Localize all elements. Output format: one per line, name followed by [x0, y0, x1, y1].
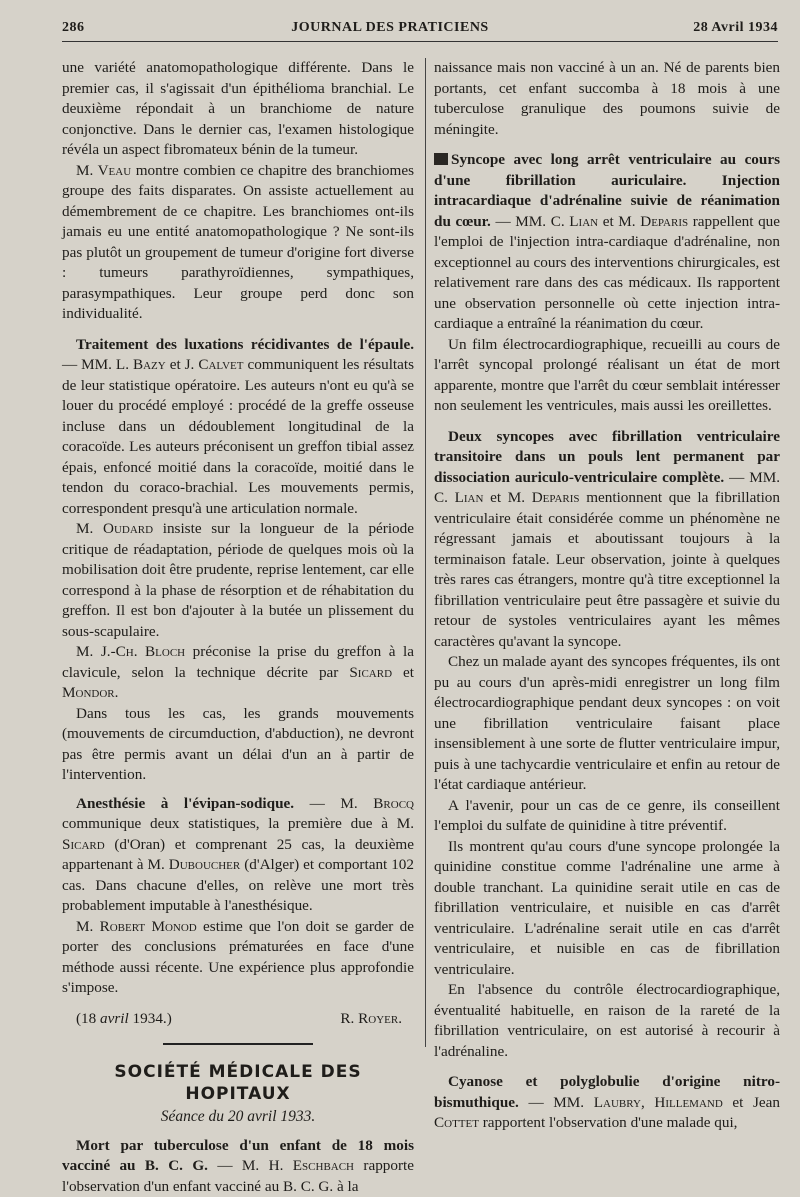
right-column	[434, 58, 780, 1134]
article-paragraph: Mort par tuberculose d'un enfant de 18 mois vacciné au B. C. G. — M. H. Eschbach rapporte l'observation d'un enfant vacciné au B. C. G. à la	[62, 1136, 414, 1197]
article-paragraph: Syncope avec long arrêt ventriculaire au cours d'une fibrillation auriculaire. Injection intracardiaque d'adrénaline suivie de réanimation du cœur. — MM. C. Lian et M. Deparis rappellent que l'emploi de l'injection intra-cardiaque d'adrénaline, non exceptionnel au cours des interventions chirurgicales, est relativement rare dans des cas médicaux. Ils rapportent une observation personnelle où cette injection intra-cardiaque a entraîné la réanimation du cœur.	[434, 150, 780, 335]
paragraph: naissance mais non vacciné à un an. Né de parents bien portants, cet enfant succomba à 18 mois à une tuberculose granulique des poumons suivie de méningite.	[434, 58, 780, 140]
author-name: Lian	[569, 213, 598, 230]
paragraph: une variété anatomopathologique différente. Dans le premier cas, il s'agissait d'un épithélioma branchial. Le deuxième répondait à un branchiome de nature conjonctive. Dans le dernier cas, l'examen histologique révéla un aspect fibromateux bénin de la tumeur.	[62, 58, 414, 161]
author-name: Bazy	[133, 356, 166, 373]
author-name: Brocq	[373, 795, 414, 812]
article-title: Mort par tuberculose d'un enfant de 18 mois vacciné au B. C. G.	[62, 1137, 414, 1175]
article-paragraph: Anesthésie à l'évipan-sodique. — M. Brocq communique deux statistiques, la première due à M. Sicard (d'Oran) et comprenant 25 cas, la deuxième appartenant à M. Dubouchеr (d'Alger) et comportant 102 cas. Dans chacune d'elles, on relève une mort très probablement imputable à l'anesthésique.	[62, 794, 414, 917]
paragraph: M. Oudard insiste sur la longueur de la période critique de réadaptation, période de quelques mois où la mobilisation doit être prudente, reprise lentement, car elle correspond à la phase de résorption et de réhabitation du greffon. Il est bon d'ajouter à la butée un plissement du sous-scapulaire.	[62, 519, 414, 642]
section-title: SOCIÉTÉ MÉDICALE DES HOPITAUX	[62, 1061, 414, 1105]
author-name: M. J.-Ch. Bloch	[76, 643, 185, 660]
paragraph: Un film électrocardiographique, recueilli au cours de l'arrêt syncopal prolongé réalisant un état de mort apparente, montre que l'arrêt du cœur semblait intéresser non seulement les ventricules, mais aussi les oreillettes.	[434, 335, 780, 417]
paragraph: En l'absence du contrôle électrocardiographique, éventualité habituelle, en raison de la rareté de la fibrillation ventriculaire, on est autorisé à recourir à l'adrénaline.	[434, 980, 780, 1062]
section-subtitle: Séance du 20 avril 1933.	[62, 1107, 414, 1128]
article-title: Anesthésie à l'évipan-sodique.	[76, 795, 294, 812]
paragraph: Dans tous les cas, les grands mouvements (mouvements de circumduction, d'abduction), ne devront pas être permis avant un délai d'un an à partir de l'intervention.	[62, 704, 414, 786]
author-name: M. Veau	[76, 162, 131, 179]
author-name: Sicard	[62, 836, 105, 853]
paragraph: M. Veau montre combien ce chapitre des branchiomes groupe des faits disparates. On assiste actuellement au démembrement de ce chapitre. Les branchiomes ont-ils jamais eu une entité anatomopathologique ? Ne sont-ils pas plutôt un groupement de tumeur d'origine fort diverse : tumeurs parathyroïdiennes, sympathiques, parasympathiques. Leur groupe perd donc son individualité.	[62, 161, 414, 325]
author-name: M. Robert Monod	[76, 918, 197, 935]
author-name: Cottet	[434, 1114, 479, 1131]
article-marker-icon	[434, 153, 448, 165]
author-name: Eschbach	[293, 1157, 354, 1174]
column-divider	[425, 58, 426, 1047]
author-name: Hillemand	[654, 1094, 722, 1111]
article-title: Deux syncopes avec fibrillation ventriculaire transitoire dans un pouls lent permanent par dissociation auriculo-ventriculaire complète.	[434, 428, 780, 486]
page-number: 286	[62, 20, 122, 36]
paragraph: A l'avenir, pour un cas de ce genre, ils conseillent l'emploi du sulfate de quinidine à titre préventif.	[434, 796, 780, 837]
page-header	[62, 16, 778, 40]
author-name: M. Oudard	[76, 520, 153, 537]
section-rule	[163, 1043, 313, 1045]
author-name: Deparis	[532, 489, 580, 506]
author-name: Mondor	[62, 684, 115, 701]
signature-author: R. Royer.	[340, 1009, 402, 1030]
left-column	[62, 58, 414, 1197]
article-paragraph: Cyanose et polyglobulie d'origine nitro-bismuthique. — MM. Laubry, Hillemand et Jean Cottet rapportent l'observation d'une malade qui,	[434, 1072, 780, 1134]
author-name: Dubouchеr	[169, 856, 240, 873]
article-paragraph: Deux syncopes avec fibrillation ventriculaire transitoire dans un pouls lent permanent par dissociation auriculo-ventriculaire complète. — MM. C. Lian et M. Deparis mentionnent que la fibrillation ventriculaire était considérée comme un phénomène ne régressant jamais et aboutissant toujours à la terminaison fatale. Leur observation, jointe à quelques très rares cas étrangers, montre qu'à titre exceptionnel la fibrillation ventriculaire peut être passagère et suivie du retour de systoles ventriculaires ayant les mêmes caractères qu'avant la syncope.	[434, 427, 780, 653]
author-name: Lian	[455, 489, 484, 506]
article-title: Traitement des luxations récidivantes de l'épaule.	[76, 336, 414, 353]
header-rule	[62, 41, 778, 42]
article-title: Syncope avec long arrêt ventriculaire au cours d'une fibrillation auriculaire. Injection intracardiaque d'adrénaline suivie de réanimation du cœur.	[434, 151, 780, 230]
article-title: Cyanose et polyglobulie d'origine nitro-bismuthique.	[434, 1073, 780, 1111]
journal-title: JOURNAL DES PRATICIENS	[291, 20, 488, 36]
article-paragraph: Traitement des luxations récidivantes de l'épaule. — MM. L. Bazy et J. Calvet communiquent les résultats de leur statistique opératoire. Les auteurs n'ont eu qu'à se louer du procédé employé : procédé de la greffe osseuse incluse dans un dédoublement longitudinal de la coracoïde. Les auteurs préconisent un greffon tibial assez épais, enfoncé moitié dans la coracoïde, moitié dans le tendon du coraco-brachial. Les mouvements permis, correspondent presqu'à une articulation normale.	[62, 335, 414, 520]
issue-date: 28 Avril 1934	[658, 20, 778, 36]
signature-line	[62, 1009, 414, 1030]
author-name: Calvet	[198, 356, 243, 373]
paragraph: Chez un malade ayant des syncopes fréquentes, ils ont pu au cours d'un après-midi enregistrer un long film électrocardiographique pendant deux syncopes : on voit une fibrillation ventriculaire faisant place insensiblement à une sorte de flutter ventriculaire impur, puis à une tachycardie ventriculaire et enfin au retour de l'état cardiaque antérieur.	[434, 652, 780, 796]
author-name: Laubry	[594, 1094, 641, 1111]
author-name: Sicard	[349, 664, 392, 681]
author-name: Deparis	[640, 213, 688, 230]
paragraph: M. J.-Ch. Bloch préconise la prise du greffon à la clavicule, selon la technique décrite par Sicard et Mondor.	[62, 642, 414, 704]
signature-date: (18 avril 1934.)	[76, 1009, 172, 1030]
paragraph: Ils montrent qu'au cours d'une syncope prolongée la quinidine constitue comme l'adrénaline une arme à double tranchant. La quinidine serait utile en cas de fibrillation ventriculaire, et nuisible en cas d'arrêt ventriculaire. L'adrénaline serait utile en cas d'arrêt ventriculaire, et nuisible en cas de fibrillation ventriculaire.	[434, 837, 780, 981]
paragraph: M. Robert Monod estime que l'on doit se garder de porter des conclusions prématurées en face d'une méthode aussi récente. Une expérience plus approfondie s'impose.	[62, 917, 414, 999]
